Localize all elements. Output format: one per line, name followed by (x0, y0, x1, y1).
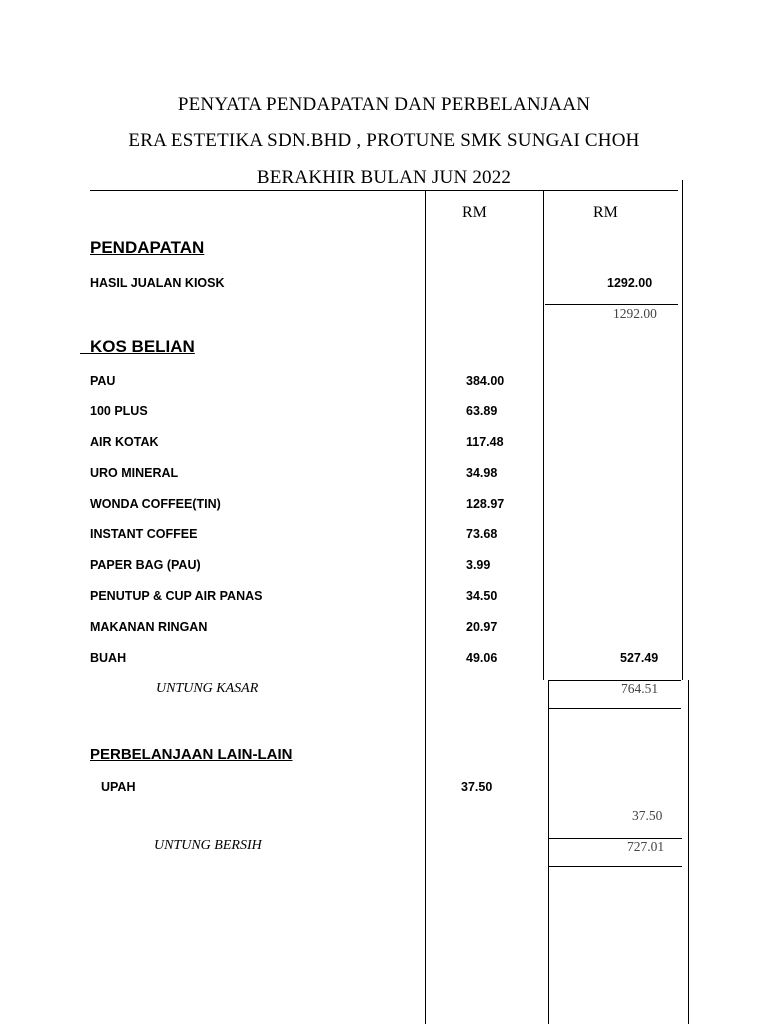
gross-profit-top-rule (548, 680, 681, 681)
cost-item-value: 63.89 (466, 404, 498, 418)
header-rule (90, 190, 678, 191)
cost-total: 527.49 (620, 651, 659, 665)
column-header-rm-1: RM (462, 204, 487, 221)
column-divider-right-upper (682, 180, 683, 680)
cost-item-value: 117.48 (466, 435, 504, 449)
other-expense-label: UPAH (101, 780, 136, 794)
income-item-value: 1292.00 (607, 276, 653, 290)
other-expense-value: 37.50 (461, 780, 493, 794)
cost-item-value: 34.50 (466, 589, 498, 603)
statement-period: BERAKHIR BULAN JUN 2022 (256, 167, 512, 188)
cost-item-value: 49.06 (466, 651, 498, 665)
cost-item-value: 384.00 (466, 374, 505, 388)
cost-item-label: BUAH (90, 651, 127, 665)
cost-item-label: 100 PLUS (90, 404, 148, 418)
gross-profit-bottom-rule (548, 708, 681, 709)
cost-item-value: 20.97 (466, 620, 498, 634)
section-heading-perbelanjaan-lain: PERBELANJAAN LAIN-LAIN (90, 746, 293, 763)
section-heading-pendapatan: PENDAPATAN (90, 238, 205, 257)
column-divider-left (425, 190, 426, 1024)
section-heading-kos-belian: KOS BELIAN (90, 337, 195, 356)
net-profit-label: UNTUNG BERSIH (154, 838, 262, 853)
cost-item-value: 128.97 (466, 497, 505, 511)
gross-profit-label: UNTUNG KASAR (156, 681, 259, 696)
cost-item-value: 3.99 (466, 558, 491, 572)
kos-belian-underline (80, 353, 188, 354)
net-profit-value: 727.01 (627, 839, 665, 854)
cost-item-value: 34.98 (466, 466, 498, 480)
column-divider-middle-upper (543, 190, 544, 680)
income-total: 1292.00 (613, 306, 657, 321)
cost-item-label: PENUTUP & CUP AIR PANAS (90, 589, 263, 603)
income-subtotal-rule (545, 304, 678, 305)
cost-item-value: 73.68 (466, 527, 498, 541)
cost-item-label: AIR KOTAK (90, 435, 159, 449)
other-expense-total: 37.50 (632, 808, 663, 823)
income-item-label: HASIL JUALAN KIOSK (90, 276, 225, 290)
cost-item-label: MAKANAN RINGAN (90, 620, 208, 634)
net-profit-bottom-rule (548, 866, 682, 867)
cost-item-label: WONDA COFFEE(TIN) (90, 497, 221, 511)
cost-item-label: URO MINERAL (90, 466, 179, 480)
column-divider-right-lower (688, 680, 689, 1024)
company-name: ERA ESTETIKA SDN.BHD , PROTUNE SMK SUNGAI CHOH (128, 130, 640, 151)
cost-item-label: PAU (90, 374, 116, 388)
gross-profit-value: 764.51 (621, 681, 659, 696)
cost-item-label: PAPER BAG (PAU) (90, 558, 201, 572)
column-header-rm-2: RM (593, 204, 618, 221)
cost-item-label: INSTANT COFFEE (90, 527, 198, 541)
statement-title: PENYATA PENDAPATAN DAN PERBELANJAAN (177, 94, 591, 115)
column-divider-middle-lower (548, 680, 549, 1024)
